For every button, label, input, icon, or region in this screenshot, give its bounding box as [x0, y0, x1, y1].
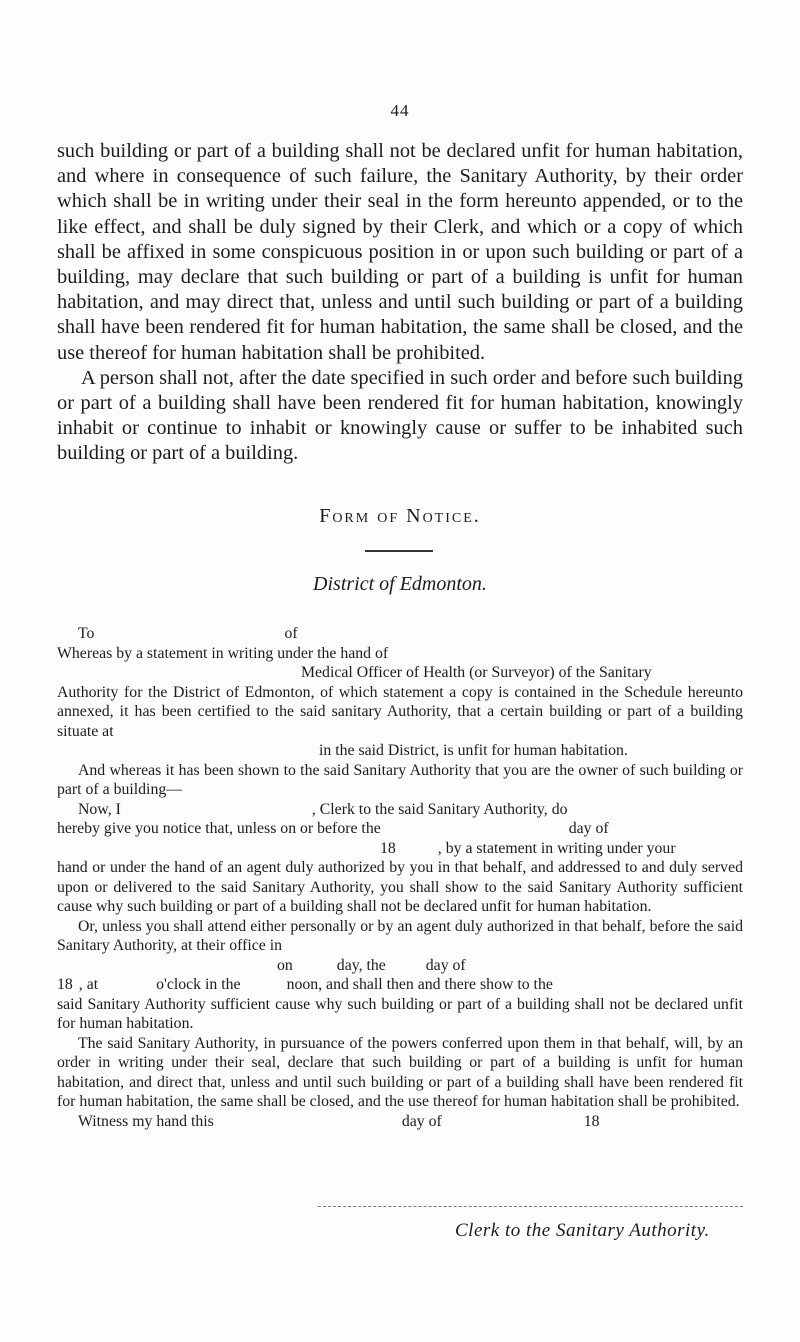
whereas-line-1: Whereas by a statement in writing under the hand of [57, 644, 389, 662]
oclock-line: 18 , at o'clock in the noon, and shall then and there show to the [57, 976, 553, 993]
on-day-line: on day, the day of [277, 956, 466, 974]
paragraph-continuation: such building or part of a building shall not be declared unfit for human habitation, and where in consequence of such failure, the Sanitary Authority, by their order which shall be in writing under their seal in the form hereunto appended, or to the like effect, and shall be duly signed by their Clerk, and which or a copy of which shall be affixed in some conspicuous position in or upon such building or part of a building, may declare that such building or part of a building is unfit for human habitation, and may direct that, unless and until such building or part of a building shall have been rendered fit for human habitation, the same shall be closed, and the use thereof for human habitation shall be prohibited. [57, 140, 743, 364]
notice-form [57, 624, 743, 1131]
whereas-line-3: Authority for the District of Edmonton, of which statement a copy is contained in the Schedule hereunto annexed, it has been certified to the said sanitary Authority, that a certain building or part of a building situate at [57, 683, 743, 740]
clerk-signature: Clerk to the Sanitary Authority. [455, 1220, 710, 1241]
main-text [57, 139, 743, 467]
paragraph-person-shall-not: A person shall not, after the date specified in such order and before such building or part of a building shall have been rendered fit for human habitation, knowingly inhabit or continue to inhabit or knowingly cause or suffer to be inhabited such building or part of a building. [57, 366, 743, 465]
whereas-line-2: Medical Officer of Health (or Surveyor) of the Sanitary [301, 664, 652, 681]
form-of-notice-heading: Form of Notice. [319, 505, 481, 527]
the-said-paragraph: The said Sanitary Authority, in pursuance of the powers conferred upon them in that behalf, will, by an order in writing under their seal, declare that such building or part of a building is unfit for human habitation, and direct that, unless and until such building or part of a building shall have been rendered fit for human habitation, the same shall be closed, and the use thereof for human habitation shall be prohibited. [57, 1034, 743, 1110]
whereas-line-4: in the said District, is unfit for human habitation. [319, 742, 628, 759]
signature-rule [318, 1206, 743, 1207]
said-sanitary-paragraph: said Sanitary Authority sufficient cause why such building or part of a building shall not be declared unfit for human habitation. [57, 995, 743, 1032]
to-line: To of [78, 625, 298, 642]
now-i-line: Now, I , Clerk to the said Sanitary Authority, do [78, 800, 568, 818]
hand-paragraph: hand or under the hand of an agent duly authorized by you in that behalf, and addressed to and duly served upon or delivered to the said Sanitary Authority, you shall show to the said Sanitary Authority sufficient cause why such building or part of a building shall not be declared unfit for human habitation. [57, 859, 743, 915]
page-number: 44 [390, 101, 410, 120]
witness-line: Witness my hand this day of 18 [78, 1112, 600, 1130]
hereby-line: hereby give you notice that, unless on or before the day of [57, 820, 609, 837]
district-heading: District of Edmonton. [313, 573, 487, 595]
heading-divider [365, 550, 433, 552]
year-line: 18 , by a statement in writing under your [380, 839, 676, 857]
or-unless-paragraph: Or, unless you shall attend either personally or by an agent duly authorized in that behalf, before the said Sanitary Authority, at their office in [57, 917, 743, 954]
and-whereas-paragraph: And whereas it has been shown to the said Sanitary Authority that you are the owner of such building or part of a building— [57, 761, 743, 798]
